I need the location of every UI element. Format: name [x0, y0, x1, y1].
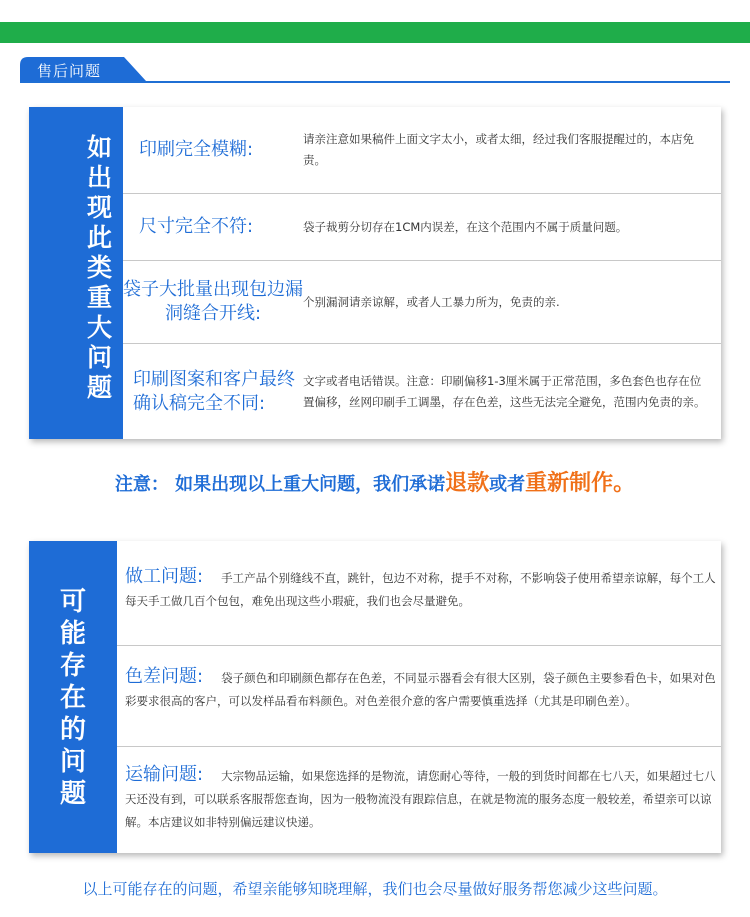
refund-row-4-desc: 文字或者电话错误。注意：印刷偏移1-3厘米属于正常范围，多色套色也存在位置偏移，丝网印刷手工调墨，存在色差，这些无法完全避免，范围内免责的亲。: [303, 373, 706, 409]
section-underline: [20, 81, 730, 83]
issue-workmanship-title: 做工问题:: [125, 566, 204, 587]
refund-row-2-desc: 袋子裁剪分切存在1CM内误差，在这个范围内不属于质量问题。: [303, 219, 628, 234]
vertical-char: 出: [86, 163, 112, 192]
issue-color-title: 色差问题:: [125, 666, 204, 687]
issue-workmanship-desc: 手工产品个别缝线不直，跳针，包边不对称，提手不对称，不影响袋子使用希望亲谅解，每个工人每天手工做几百个包包，难免出现这些小瑕疵，我们也会尽量避免。: [125, 571, 716, 608]
vertical-char: 问: [86, 343, 112, 372]
notice-refund: 退款: [445, 471, 490, 496]
refund-left-bg: [29, 107, 76, 439]
refund-row-3-desc: 个别漏洞请亲谅解，或者人工暴力所为，免责的亲.: [303, 294, 560, 309]
issue-shipping-desc: 大宗物品运输，如果您选择的是物流，请您耐心等待，一般的到货时间都在七八天，如果超过七八天还没有到，可以联系客服帮您查询，因为一般物流没有跟踪信息，在就是物流的服务态度一般较差，希望亲可以谅解。本店建议如非特别偏远建议快递。: [125, 769, 716, 829]
refund-card: [29, 107, 721, 439]
footer-note: 以上可能存在的问题，希望亲能够知晓理解，我们也会尽量做好服务帮您减少这些问题。: [82, 880, 668, 898]
vertical-char: 的: [59, 715, 86, 745]
possible-left-text: [60, 586, 86, 810]
refund-row-2-title: 尺寸完全不符:: [139, 216, 254, 237]
vertical-char: 类: [86, 253, 112, 282]
vertical-char: 如: [86, 133, 112, 162]
vertical-char: 能: [59, 619, 86, 649]
issue-shipping-title: 运输问题:: [125, 764, 204, 785]
vertical-char: 重: [86, 283, 112, 312]
vertical-char: 题: [86, 373, 112, 402]
vertical-char: 大: [86, 313, 112, 342]
notice-remake: 重新制作: [525, 471, 614, 496]
refund-right-column: [76, 107, 123, 439]
notice-prefix: 注意： 如果出现以上重大问题，我们承诺: [114, 474, 446, 495]
refund-row-3-title: 袋子大批量出现包边漏洞缝合开线:: [123, 279, 303, 324]
section-tab: [20, 57, 148, 81]
refund-row-1-title: 印刷完全模糊:: [139, 139, 254, 160]
issue-shipping: [119, 763, 717, 834]
vertical-char: 在: [59, 683, 86, 713]
vertical-char: 可: [59, 587, 86, 617]
refund-row-3: [123, 261, 721, 343]
issue-workmanship: [119, 565, 717, 613]
possible-issues-card: [29, 541, 721, 853]
refund-row-4: [123, 344, 721, 439]
vertical-char: 此: [86, 223, 112, 252]
divider: [117, 645, 721, 646]
divider: [117, 746, 721, 747]
possible-left-column: [29, 541, 117, 853]
vertical-char: 题: [59, 779, 86, 809]
vertical-char: 问: [59, 747, 86, 777]
refund-row-1: [123, 107, 721, 193]
notice-middle: 或者: [489, 474, 526, 495]
notice-suffix: 。: [613, 471, 636, 496]
refund-row-2: [123, 194, 721, 260]
issue-color-desc: 袋子颜色和印刷颜色都存在色差，不同显示器看会有很大区别，袋子颜色主要参看色卡，如果对色彩要求很高的客户，可以发样品看布料颜色。对色差很介意的客户需要慎重选择（尤其是印刷色差）。: [125, 671, 716, 708]
vertical-char: 存: [59, 651, 86, 681]
section-tab-label: 售后问题: [37, 62, 102, 80]
refund-row-1-desc: 请亲注意如果稿件上面文字太小，或者太细，经过我们客服提醒过的，本店免责。: [303, 132, 694, 167]
vertical-char: 现: [86, 193, 112, 222]
refund-right-text: [87, 133, 112, 403]
top-green-bar: [0, 22, 750, 43]
refund-row-4-title: 印刷图案和客户最终确认稿完全不同:: [133, 368, 295, 414]
notice-line: [0, 466, 750, 497]
issue-color: [119, 665, 717, 713]
